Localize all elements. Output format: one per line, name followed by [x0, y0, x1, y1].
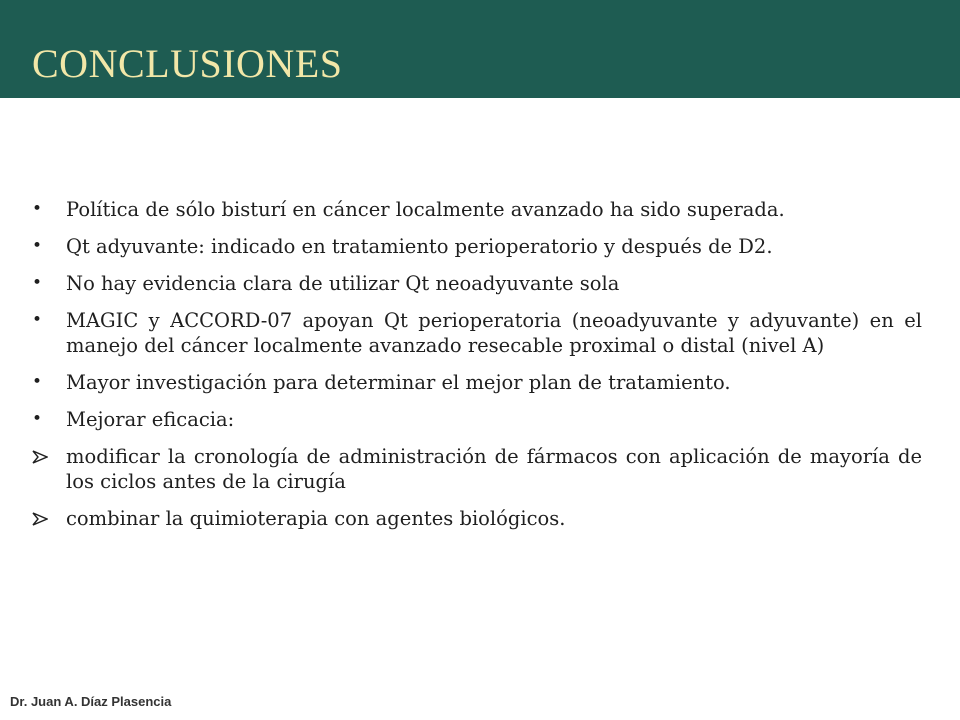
list-item	[32, 506, 922, 531]
list-item-text: MAGIC y ACCORD-07 apoyan Qt perioperatoria (neoadyuvante y adyuvante) en el manejo del cáncer localmente avanzado resecable proximal o distal (nivel A)	[66, 309, 922, 357]
slide-title: CONCLUSIONES	[32, 41, 343, 86]
list-item	[32, 197, 922, 222]
list-item-text: Qt adyuvante: indicado en tratamiento perioperatorio y después de D2.	[66, 235, 773, 258]
list-item	[32, 444, 922, 494]
list-item	[32, 370, 922, 395]
list-item-text: No hay evidencia clara de utilizar Qt neoadyuvante sola	[66, 272, 620, 295]
author-footer: Dr. Juan A. Díaz Plasencia	[10, 694, 172, 709]
list-item	[32, 407, 922, 432]
list-item	[32, 308, 922, 358]
arrow-bullet-icon	[32, 512, 48, 526]
list-item	[32, 271, 922, 296]
list-item-text: combinar la quimioterapia con agentes biológicos.	[66, 507, 566, 530]
list-item-text: Política de sólo bisturí en cáncer localmente avanzado ha sido superada.	[66, 198, 785, 221]
bullet-list	[32, 197, 922, 543]
list-item-text: Mejorar eficacia:	[66, 408, 235, 431]
list-item-text: Mayor investigación para determinar el mejor plan de tratamiento.	[66, 371, 731, 394]
list-item	[32, 234, 922, 259]
arrow-bullet-icon	[32, 450, 48, 464]
list-item-text: modificar la cronología de administración de fármacos con aplicación de mayoría de los ciclos antes de la cirugía	[66, 445, 922, 493]
